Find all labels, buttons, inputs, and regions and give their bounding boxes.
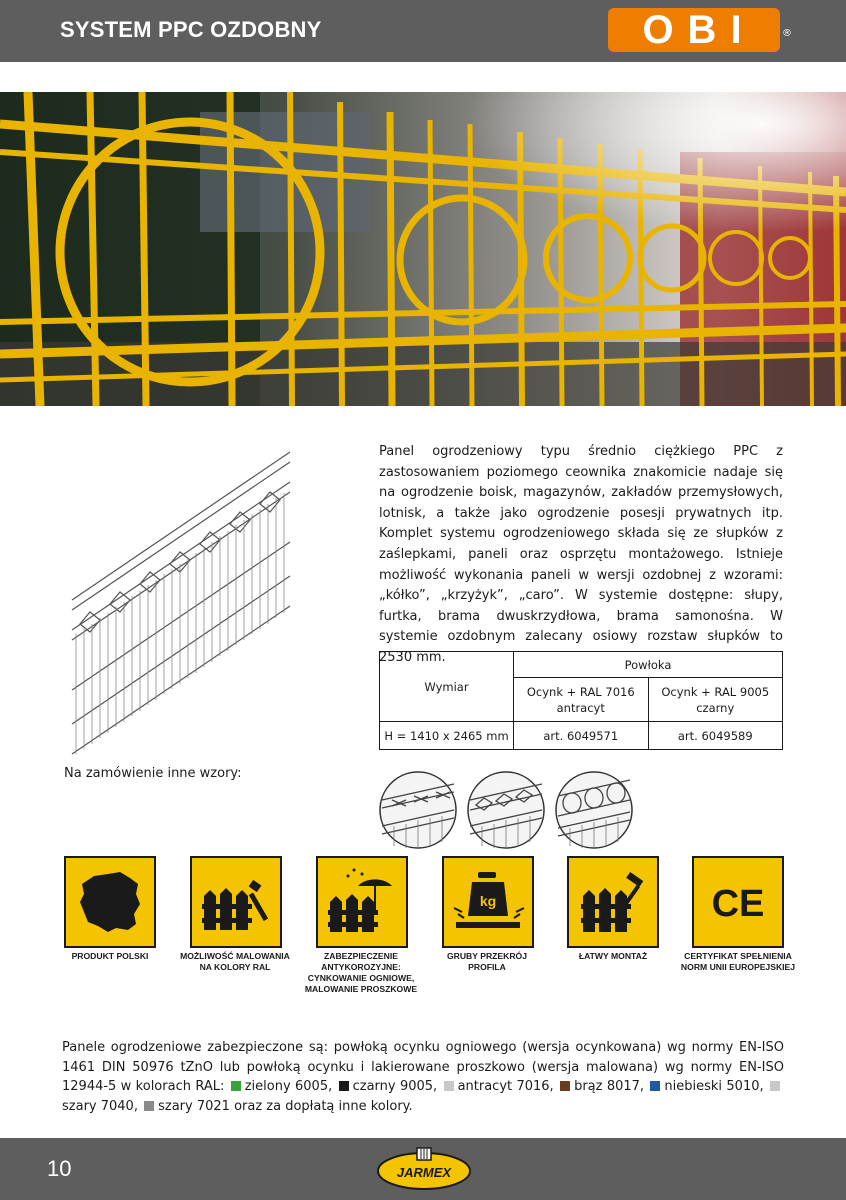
- badge-antykorozja: [316, 856, 408, 948]
- label-antykorozja: ZABEZPIECZENIE ANTYKOROZYJNE: CYNKOWANIE OGNIOWE, MALOWANIE PROSZKOWE: [304, 951, 418, 994]
- header-powloka: Powłoka: [514, 652, 783, 678]
- header-czarny-line1: Ocynk + RAL 9005: [661, 684, 770, 699]
- badge-produkt-polski: [64, 856, 156, 948]
- yellow-fence-photo-icon: [0, 92, 846, 406]
- swatch-szary-7021: [144, 1101, 154, 1111]
- ce-mark-icon: [700, 864, 776, 940]
- swatch-czarny: [339, 1081, 349, 1091]
- label-ce: CERTYFIKAT SPEŁNIENIA NORM UNII EUROPEJSKIEJ: [680, 951, 796, 972]
- header-antracyt: [514, 678, 649, 722]
- kolko-pattern-icon: [554, 770, 634, 850]
- swatch-antracyt: [444, 1081, 454, 1091]
- cell-art-antracyt: art. 6049571: [514, 722, 649, 750]
- cell-wymiar: H = 1410 x 2465 mm: [380, 722, 514, 750]
- header-antracyt-line1: Ocynk + RAL 7016: [526, 684, 635, 699]
- footer-bar: [0, 1138, 846, 1200]
- other-patterns-label: Na zamówienie inne wzory:: [64, 766, 242, 781]
- color-czarny: czarny 9005,: [352, 1079, 438, 1095]
- header-bar: [0, 0, 846, 62]
- badge-gruby-przekroj: [442, 856, 534, 948]
- label-gruby-przekroj: GRUBY PRZEKRÓJ PROFILA: [446, 951, 528, 972]
- swatch-szary-7040: [770, 1081, 780, 1091]
- ce-mark-text: CE: [711, 883, 765, 925]
- color-braz: brąz 8017,: [574, 1079, 645, 1095]
- label-latwy-montaz: ŁATWY MONTAŻ: [578, 951, 648, 961]
- coating-intro: Panele ogrodzeniowe zabezpieczone są: powłoką ocynku ogniowego (wersja ocynkowana) wg normy EN-ISO 1461 DIN 50976 tZnO lub powłoką ocynku i lakierowane proszkowo (wersja malowana) wg normy EN-ISO 12944-5 w kolorach RAL:: [62, 1040, 784, 1095]
- jarmex-logo-text: JARMEX: [396, 1165, 452, 1180]
- jarmex-logo: [376, 1146, 472, 1192]
- swatch-niebieski: [650, 1081, 660, 1091]
- header-antracyt-line2: antracyt: [556, 700, 605, 715]
- coating-info: [62, 1038, 784, 1116]
- obi-logo-text: OBI: [642, 8, 756, 52]
- label-malowanie: MOŻLIWOŚĆ MALOWANIA NA KOLORY RAL: [180, 951, 290, 972]
- label-produkt-polski: PRODUKT POLSKI: [71, 951, 149, 961]
- color-zielony: zielony 6005,: [244, 1079, 333, 1095]
- spec-table: [379, 651, 783, 750]
- page-number: 10: [47, 1156, 72, 1181]
- header-czarny: [648, 678, 783, 722]
- badge-latwy-montaz: [567, 856, 659, 948]
- fence-photo: [0, 92, 846, 406]
- registered-mark: ®: [782, 28, 792, 39]
- swatch-braz: [560, 1081, 570, 1091]
- color-szary-7040: szary 7040,: [62, 1098, 138, 1114]
- krzyzyk-pattern-icon: [378, 770, 458, 850]
- umbrella-fence-icon: [324, 864, 400, 940]
- obi-logo: [608, 8, 792, 52]
- weight-icon: [450, 864, 526, 940]
- color-niebieski: niebieski 5010,: [664, 1079, 764, 1095]
- coating-outro: oraz za dopłatą inne kolory.: [234, 1098, 413, 1114]
- color-antracyt: antracyt 7016,: [457, 1079, 554, 1095]
- caro-pattern-icon: [466, 770, 546, 850]
- color-szary-7021: szary 7021: [158, 1098, 230, 1114]
- badge-ce: [692, 856, 784, 948]
- header-wymiar: Wymiar: [380, 652, 514, 722]
- paint-fence-icon: [198, 864, 274, 940]
- fence-panel-drawing: [66, 444, 296, 760]
- page-title: SYSTEM PPC OZDOBNY: [60, 17, 322, 42]
- swatch-zielony: [231, 1081, 241, 1091]
- badge-malowanie: [190, 856, 282, 948]
- weight-kg-text: kg: [479, 893, 497, 909]
- cell-art-czarny: art. 6049589: [648, 722, 783, 750]
- product-description: Panel ogrodzeniowy typu średnio ciężkiego PPC z zastosowaniem poziomego ceownika znakomicie nadaje się na ogrodzenie boisk, magazynów, zakładów przemysłowych, lotnisk, a także jako ogrodzenie posesji prywatnych itp. Komplet systemu ogrodzeniowego składa się ze słupków z zaślepkami, paneli oraz osprzętu montażowego. Istnieje możliwość wykonania paneli w wersji ozdobnej z wzorami: „kółko”, „krzyżyk”, „caro”. W systemie dostępne: słupy, furtka, brama dwuskrzydłowa, brama samonośna. W systemie ozdobnym zalecany osiowy rozstaw słupków to 2530 mm.: [379, 444, 783, 665]
- header-czarny-line2: czarny: [696, 700, 735, 715]
- hammer-fence-icon: [575, 864, 651, 940]
- poland-map-icon: [72, 864, 148, 940]
